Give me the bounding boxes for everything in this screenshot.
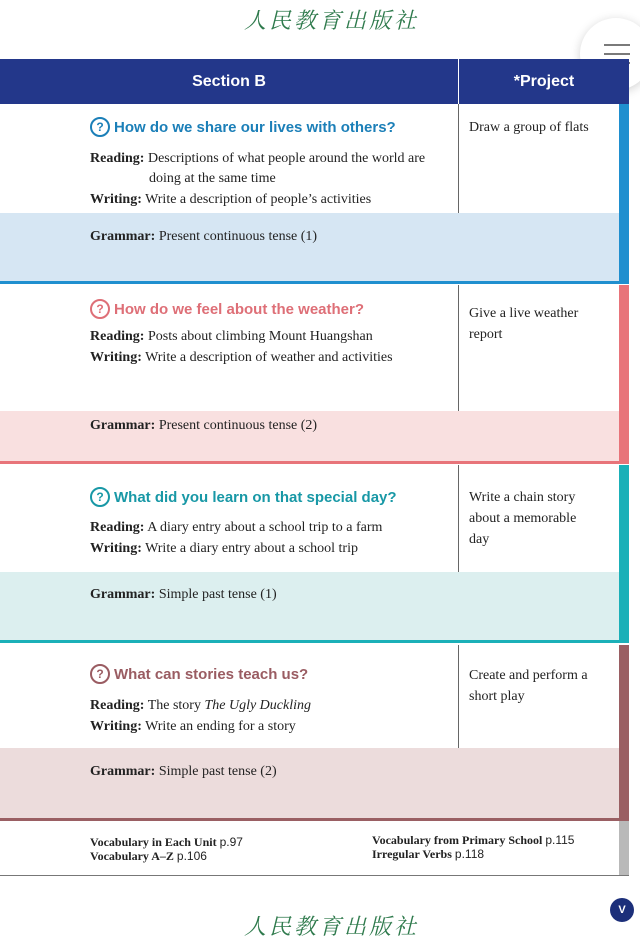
unit-bottom-rule bbox=[0, 640, 629, 643]
unit-row-4 bbox=[0, 645, 629, 825]
unit-question: ? What can stories teach us? bbox=[90, 665, 308, 685]
reading-line: Reading: Posts about climbing Mount Huangshan bbox=[90, 329, 373, 344]
reading-line-continued: doing at the same time bbox=[149, 171, 276, 186]
grammar-line: Grammar: Present continuous tense (2) bbox=[90, 418, 318, 433]
footer-irregular-verbs[interactable]: Irregular Verbs p.118 bbox=[372, 847, 485, 861]
unit-question: ? How do we feel about the weather? bbox=[90, 300, 364, 320]
page-number-badge[interactable]: V bbox=[610, 898, 634, 922]
question-icon: ? bbox=[90, 664, 110, 684]
writing-line: Writing: Write a description of weather and activities bbox=[90, 350, 393, 365]
unit-row-2 bbox=[0, 285, 629, 465]
unit-bottom-rule bbox=[0, 461, 629, 464]
unit-question: ? What did you learn on that special day? bbox=[90, 488, 397, 508]
reading-line: Reading: A diary entry about a school trip to a farm bbox=[90, 520, 383, 535]
question-icon: ? bbox=[90, 487, 110, 507]
project-text: Draw a group of flats bbox=[469, 120, 589, 135]
project-text: Write a chain story about a memorable day bbox=[469, 490, 577, 547]
footer-right-bar bbox=[619, 821, 629, 875]
project-text: Create and perform a short play bbox=[469, 668, 588, 704]
unit-row-3 bbox=[0, 465, 629, 645]
footer-bottom-rule bbox=[0, 875, 629, 876]
appendix-footer bbox=[0, 821, 629, 876]
publisher-logo-top: 人民教育出版社 bbox=[244, 9, 420, 34]
column-divider bbox=[458, 104, 459, 213]
footer-vocab-az[interactable]: Vocabulary A–Z p.106 bbox=[90, 849, 207, 863]
project-header: *Project bbox=[513, 73, 575, 90]
table-header bbox=[0, 59, 629, 104]
project-text: Give a live weather report bbox=[469, 306, 579, 342]
reading-line: Reading: The story The Ugly Duckling bbox=[90, 698, 311, 713]
unit-row-1 bbox=[0, 104, 629, 284]
unit-accent-bar bbox=[619, 285, 629, 461]
question-icon: ? bbox=[90, 117, 110, 137]
publisher-logo-bottom: 人民教育出版社 bbox=[244, 915, 420, 940]
grammar-line: Grammar: Simple past tense (2) bbox=[90, 764, 277, 779]
unit-accent-bar bbox=[619, 465, 629, 640]
section-b-header: Section B bbox=[192, 73, 266, 90]
unit-accent-bar bbox=[619, 645, 629, 818]
column-divider bbox=[458, 645, 459, 748]
footer-vocab-unit[interactable]: Vocabulary in Each Unit p.97 bbox=[90, 835, 243, 849]
writing-line: Writing: Write a diary entry about a school trip bbox=[90, 541, 358, 556]
grammar-band bbox=[0, 572, 619, 640]
column-divider bbox=[458, 465, 459, 572]
story-title: The Ugly Duckling bbox=[204, 698, 311, 713]
unit-accent-bar bbox=[619, 104, 629, 281]
column-divider bbox=[458, 285, 459, 411]
unit-question: ? How do we share our lives with others? bbox=[90, 118, 396, 138]
menu-icon-bar-1 bbox=[604, 44, 630, 46]
writing-line: Writing: Write a description of people’s activities bbox=[90, 192, 372, 207]
question-icon: ? bbox=[90, 299, 110, 319]
grammar-line: Grammar: Present continuous tense (1) bbox=[90, 229, 318, 244]
writing-line: Writing: Write an ending for a story bbox=[90, 719, 296, 734]
menu-icon-bar-2 bbox=[604, 53, 630, 55]
grammar-band bbox=[0, 213, 619, 281]
grammar-line: Grammar: Simple past tense (1) bbox=[90, 587, 277, 602]
footer-vocab-primary[interactable]: Vocabulary from Primary School p.115 bbox=[372, 833, 575, 847]
reading-line: Reading: Descriptions of what people around the world are bbox=[90, 151, 426, 166]
grammar-band bbox=[0, 748, 619, 818]
unit-bottom-rule bbox=[0, 281, 629, 284]
